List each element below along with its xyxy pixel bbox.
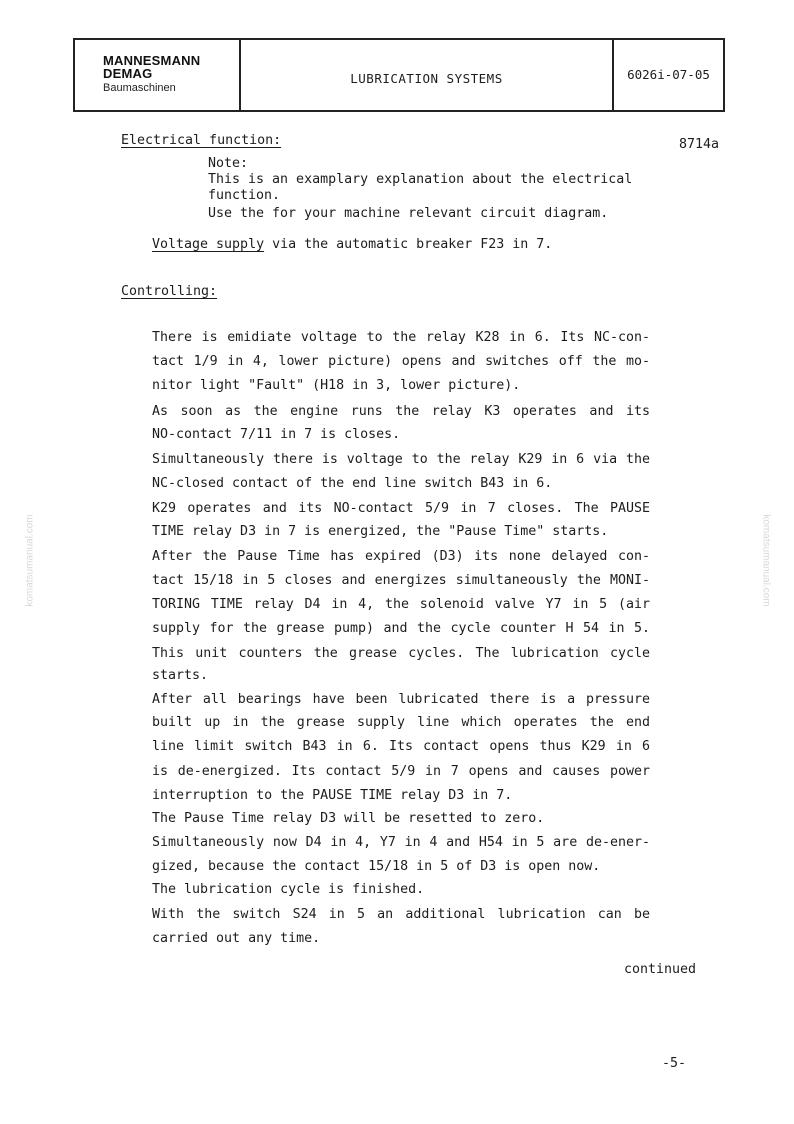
watermark-left: komatsumanual.com bbox=[24, 514, 36, 607]
document-title: LUBRICATION SYSTEMS bbox=[350, 71, 503, 86]
brand-logo-line2: DEMAG bbox=[103, 66, 153, 81]
body-line: The Pause Time relay D3 will be resetted to zero. bbox=[152, 811, 545, 826]
voltage-supply-line bbox=[152, 237, 552, 253]
body-line: nitor light "Fault" (H18 in 3, lower picture). bbox=[152, 378, 521, 393]
body-line: K29 operates and its NO-contact 5/9 in 7 closes. The PAUSE bbox=[152, 501, 650, 516]
body-line: gized, because the contact 15/18 in 5 of D3 is open now. bbox=[152, 859, 601, 874]
note-line: This is an examplary explanation about the electrical bbox=[208, 172, 633, 187]
title-cell bbox=[241, 40, 614, 110]
body-line: starts. bbox=[152, 668, 209, 683]
body-line: line limit switch B43 in 6. Its contact opens thus K29 in 6 bbox=[152, 739, 650, 754]
body-line: The lubrication cycle is finished. bbox=[152, 882, 425, 897]
document-code: 6026i-07-05 bbox=[627, 67, 710, 82]
body-line: interruption to the PAUSE TIME relay D3 in 7. bbox=[152, 788, 513, 803]
brand-logo-line1: MANNESMANN bbox=[103, 53, 201, 68]
note-line: Note: bbox=[208, 156, 249, 171]
note-line: function. bbox=[208, 188, 281, 203]
voltage-supply-label: Voltage supply bbox=[152, 237, 265, 252]
body-line: is de-energized. Its contact 5/9 in 7 opens and causes power bbox=[152, 764, 650, 779]
brand-subtitle: Baumaschinen bbox=[103, 82, 176, 94]
body-line: tact 15/18 in 5 closes and energizes simultaneously the MONI- bbox=[152, 573, 650, 588]
code-cell bbox=[614, 40, 723, 110]
voltage-supply-text: via the automatic breaker F23 in 7. bbox=[264, 237, 553, 252]
body-line: supply for the grease pump) and the cycle counter H 54 in 5. bbox=[152, 621, 650, 636]
note-line: Use the for your machine relevant circuit diagram. bbox=[208, 206, 609, 221]
document-header bbox=[73, 38, 725, 112]
body-line: After all bearings have been lubricated there is a pressure bbox=[152, 692, 650, 707]
body-line: With the switch S24 in 5 an additional lubrication can be bbox=[152, 907, 650, 922]
body-line: NO-contact 7/11 in 7 is closes. bbox=[152, 427, 401, 442]
body-line: As soon as the engine runs the relay K3 operates and its bbox=[152, 404, 650, 419]
page-number: -5- bbox=[662, 1056, 687, 1071]
body-line: Simultaneously now D4 in 4, Y7 in 4 and H54 in 5 are de-ener- bbox=[152, 835, 650, 850]
controlling-heading: Controlling: bbox=[121, 284, 218, 299]
electrical-function-heading: Electrical function: bbox=[121, 133, 282, 148]
reference-code: 8714a bbox=[679, 137, 720, 152]
watermark-right: komatsumanual.com bbox=[760, 514, 772, 607]
body-line: Simultaneously there is voltage to the relay K29 in 6 via the bbox=[152, 452, 650, 467]
body-line: tact 1/9 in 4, lower picture) opens and switches off the mo- bbox=[152, 354, 650, 369]
continued-label: continued bbox=[624, 962, 697, 977]
body-line: carried out any time. bbox=[152, 931, 321, 946]
body-line: This unit counters the grease cycles. The lubrication cycle bbox=[152, 646, 650, 661]
body-line: NC-closed contact of the end line switch B43 in 6. bbox=[152, 476, 553, 491]
body-line: TIME relay D3 in 7 is energized, the "Pause Time" starts. bbox=[152, 524, 609, 539]
body-line: After the Pause Time has expired (D3) its none delayed con- bbox=[152, 549, 650, 564]
body-line: TORING TIME relay D4 in 4, the solenoid valve Y7 in 5 (air bbox=[152, 597, 650, 612]
body-line: built up in the grease supply line which operates the end bbox=[152, 715, 650, 730]
brand-cell bbox=[75, 40, 241, 110]
body-line: There is emidiate voltage to the relay K28 in 6. Its NC-con- bbox=[152, 330, 650, 345]
